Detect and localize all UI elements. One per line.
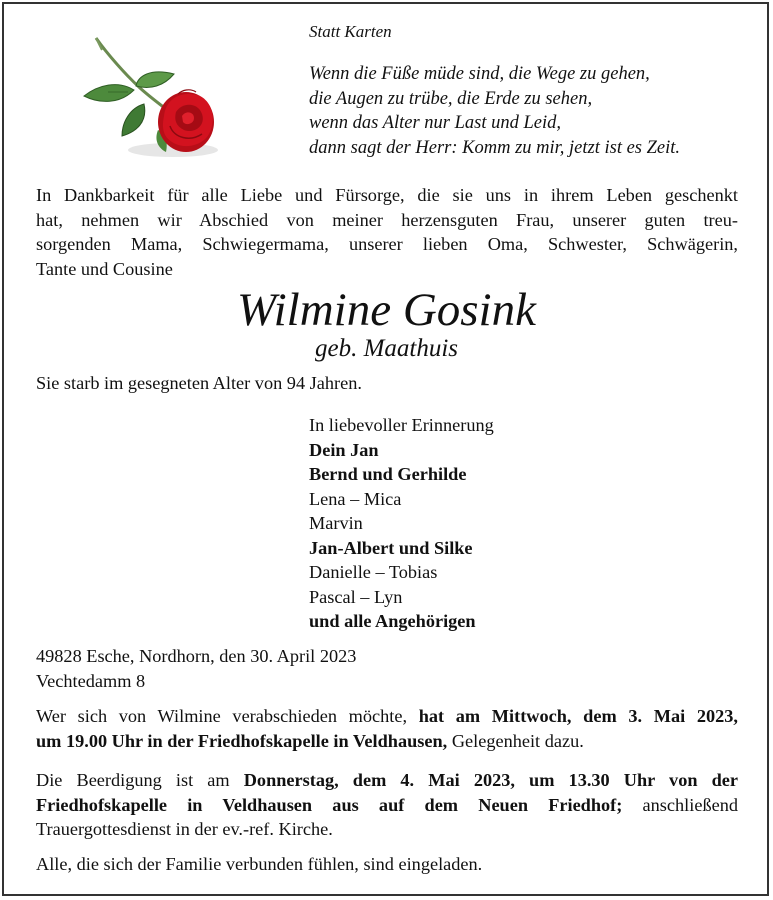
intro-line: sorgenden Mama, Schwiegermama, unserer lieben Oma, Schwester, Schwägerin, <box>36 234 738 254</box>
farewell-line <box>36 729 738 754</box>
funeral-line: Trauergottesdienst in der ev.-ref. Kirche. <box>36 819 333 839</box>
funeral-paragraph <box>36 768 738 842</box>
mourners-list <box>309 413 494 634</box>
closing-line: Alle, die sich der Familie verbunden fühlen, sind eingeladen. <box>36 854 483 874</box>
funeral-line <box>36 793 738 818</box>
poem-line: Wenn die Füße müde sind, die Wege zu gehen, <box>309 64 650 84</box>
mourner: Jan-Albert und Silke <box>309 537 473 558</box>
farewell-line <box>36 704 738 729</box>
funeral-text: Die Beerdigung ist am <box>36 770 244 790</box>
funeral-line <box>36 768 738 793</box>
age-statement: Sie starb im gesegneten Alter von 94 Jahren. <box>36 373 362 393</box>
mourner: Danielle – Tobias <box>309 562 438 582</box>
place-date: 49828 Esche, Nordhorn, den 30. April 2023 <box>36 646 357 666</box>
poem-line: wenn das Alter nur Last und Leid, <box>309 113 561 134</box>
mourner: Lena – Mica <box>309 488 402 509</box>
poem <box>309 62 680 160</box>
farewell-paragraph <box>36 704 738 753</box>
mourner: Bernd und Gerhilde <box>309 464 467 484</box>
closing-paragraph <box>36 852 738 877</box>
rose-icon <box>78 30 228 165</box>
maiden-name: geb. Maathuis <box>314 335 459 362</box>
funeral-place: Friedhofskapelle in Veldhausen aus auf dem Neuen Friedhof; <box>36 794 623 815</box>
statt-karten: Statt Karten <box>309 22 392 41</box>
deceased-name: Wilmine Gosink <box>237 284 536 336</box>
funeral-text: anschließend <box>622 794 738 815</box>
funeral-date-time: Donnerstag, dem 4. Mai 2023, um 13.30 Uhr von der <box>243 770 739 790</box>
intro-line: In Dankbarkeit für alle Liebe und Fürsorge, die sie uns in ihrem Leben geschenkt <box>36 185 738 205</box>
poem-line: dann sagt der Herr: Komm zu mir, jetzt ist es Zeit. <box>309 137 681 158</box>
poem-line: die Augen zu trübe, die Erde zu sehen, <box>309 88 593 109</box>
mourner: Dein Jan <box>309 439 379 460</box>
intro-paragraph <box>36 183 738 281</box>
farewell-text: Gelegenheit dazu. <box>447 730 584 751</box>
farewell-text: Wer sich von Wilmine verabschieden möchte, <box>36 706 419 726</box>
mourner: und alle Angehörigen <box>309 611 476 631</box>
location <box>36 644 356 693</box>
intro-line: hat, nehmen wir Abschied von meiner herzensguten Frau, unserer guten treu- <box>36 209 738 230</box>
farewell-time-place: um 19.00 Uhr in der Friedhofskapelle in Veldhausen, <box>36 730 448 751</box>
mourner: Marvin <box>309 513 363 533</box>
mourner: Pascal – Lyn <box>309 586 403 607</box>
mourners-heading: In liebevoller Erinnerung <box>309 415 494 435</box>
street: Vechtedamm 8 <box>36 670 146 691</box>
farewell-date: hat am Mittwoch, dem 3. Mai 2023, <box>418 706 738 726</box>
intro-line: Tante und Cousine <box>36 258 173 279</box>
